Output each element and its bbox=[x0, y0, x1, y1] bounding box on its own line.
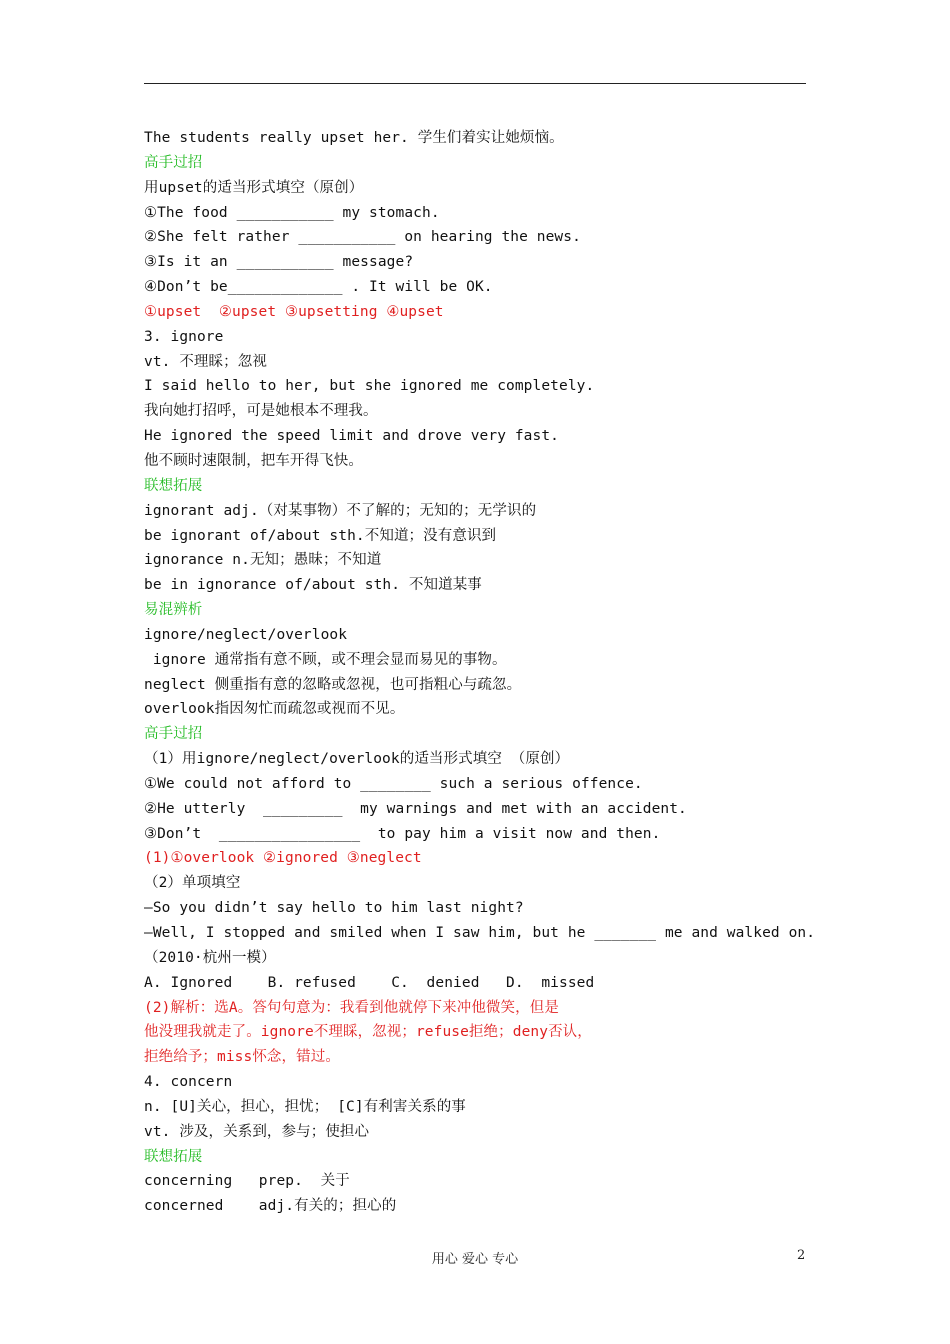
text-line: 我向她打招呼，可是她根本不理我。 bbox=[144, 403, 378, 420]
document-body bbox=[144, 126, 814, 1219]
section-heading: 高手过招 bbox=[144, 726, 203, 743]
text-line: 他不顾时速限制，把车开得飞快。 bbox=[144, 452, 363, 469]
text-line: be ignorant of/about sth.不知道；没有意识到 bbox=[144, 527, 497, 544]
text-line: ④Don’t be_____________ . It will be OK. bbox=[144, 279, 493, 296]
text-line: ignore 通常指有意不顾，或不理会显而易见的事物。 bbox=[144, 651, 507, 668]
text-line: n. [U]关心，担心，担忧； [C]有利害关系的事 bbox=[144, 1098, 466, 1115]
text-line: 用upset的适当形式填空（原创） bbox=[144, 179, 364, 196]
text-line: He ignored the speed limit and drove very fast. bbox=[144, 428, 559, 445]
text-line: —So you didn’t say hello to him last night? bbox=[144, 900, 524, 917]
text-line: （1）用ignore/neglect/overlook的适当形式填空 （原创） bbox=[144, 751, 570, 768]
text-line: ③Is it an ___________ message? bbox=[144, 254, 414, 271]
answer-line: ①upset ②upset ③upsetting ④upset bbox=[144, 303, 444, 320]
footer-slogan: 用心 爱心 专心 bbox=[431, 1252, 519, 1267]
text-line: ②She felt rather ___________ on hearing the news. bbox=[144, 229, 581, 246]
text-line: ③Don’t ________________ to pay him a visit now and then. bbox=[144, 825, 661, 842]
text-line: （2010·杭州一模） bbox=[144, 949, 276, 966]
text-line: （2）单项填空 bbox=[144, 875, 241, 892]
text-line: 3. ignore bbox=[144, 328, 224, 345]
answer-line: 他没理我就走了。ignore不理睬，忽视；refuse拒绝；deny否认， bbox=[144, 1024, 592, 1041]
text-line: vt. 不理睬；忽视 bbox=[144, 353, 267, 370]
text-line: The students really upset her. 学生们着实让她烦恼。 bbox=[144, 130, 564, 146]
text-line: vt. 涉及，关系到，参与；使担心 bbox=[144, 1123, 370, 1140]
section-heading: 联想拓展 bbox=[144, 477, 203, 494]
text-line: ②He utterly _________ my warnings and met with an accident. bbox=[144, 800, 687, 817]
page-number: 2 bbox=[797, 1248, 806, 1263]
header-rule bbox=[144, 83, 806, 84]
text-line: be in ignorance of/about sth. 不知道某事 bbox=[144, 577, 482, 594]
text-line: I said hello to her, but she ignored me completely. bbox=[144, 378, 595, 395]
text-line: ①The food ___________ my stomach. bbox=[144, 204, 440, 221]
section-heading: 高手过招 bbox=[144, 154, 203, 171]
text-line: ignore/neglect/overlook bbox=[144, 626, 348, 643]
text-line: ignorance n.无知；愚昧；不知道 bbox=[144, 552, 382, 569]
text-line: —Well, I stopped and smiled when I saw him, but he _______ me and walked on. bbox=[144, 925, 816, 941]
text-line: 4. concern bbox=[144, 1074, 233, 1091]
text-line: neglect 侧重指有意的忽略或忽视，也可指粗心与疏忽。 bbox=[144, 676, 522, 693]
answer-line: (2)解析：选A。答句句意为：我看到他就停下来冲他微笑，但是 bbox=[144, 999, 559, 1016]
section-heading: 联想拓展 bbox=[144, 1148, 203, 1165]
section-heading: 易混辨析 bbox=[144, 602, 203, 619]
text-line: ①We could not afford to ________ such a serious offence. bbox=[144, 775, 643, 792]
text-line: overlook指因匆忙而疏忽或视而不见。 bbox=[144, 701, 405, 718]
text-line: concerning prep. 关于 bbox=[144, 1173, 350, 1190]
answer-line: (1)①overlook ②ignored ③neglect bbox=[144, 850, 422, 867]
text-line: concerned adj.有关的；担心的 bbox=[144, 1198, 397, 1215]
answer-line: 拒绝给予；miss怀念，错过。 bbox=[144, 1049, 340, 1066]
text-line: ignorant adj.（对某事物）不了解的；无知的；无学识的 bbox=[144, 502, 537, 519]
text-line: A. Ignored B. refused C. denied D. missed bbox=[144, 974, 595, 991]
